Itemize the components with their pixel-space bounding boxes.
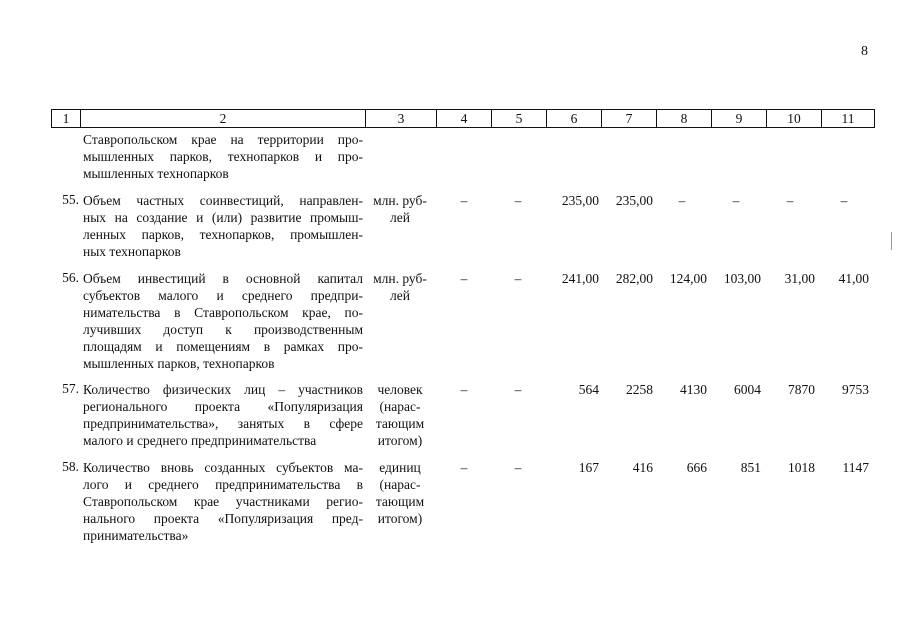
text-line: Объем инвестиций в основной капитал [83,271,363,286]
unit [367,459,433,527]
header-cell: 3 [366,110,437,128]
row-number: 56. [62,270,79,285]
text-line: млн. руб- [373,193,427,208]
text-line: лей [390,288,410,303]
text-line: площадям и помещениям в рамках про- [83,339,363,354]
text-line: лучивших доступ к производственным [83,322,363,337]
text-line: малого и среднего предпринимательства [83,433,317,448]
value-col8: 666 [686,460,707,475]
unit [367,192,433,226]
text-line: тающим [375,494,425,509]
value-col10: 7870 [788,382,815,397]
value-col10: – [786,193,794,208]
header-cell: 6 [547,110,602,128]
header-cell: 7 [602,110,657,128]
continuation-text [83,131,363,182]
value-col5: – [514,382,522,397]
value-col6: 241,00 [561,271,599,286]
indicator-name [83,192,363,260]
text-line: мышленных технопарков [83,166,229,181]
header-cell: 8 [657,110,712,128]
text-line: тающим [375,416,425,431]
text-line: субъектов малого и среднего предпри- [83,288,363,303]
row-number: 57. [62,381,79,396]
value-col8: 124,00 [669,271,707,286]
value-col7: 235,00 [615,193,653,208]
text-line: нимательства в Ставропольском крае, по- [83,305,363,320]
indicator-name [83,459,363,544]
row-number: 58. [62,459,79,474]
text-line: ных технопарков [83,244,181,259]
header-cell: 11 [822,110,875,128]
value-col8: 4130 [680,382,707,397]
value-col5: – [514,460,522,475]
text-line: ленных парков, технопарков, промышлен- [83,227,363,242]
text-line: мышленных парков, технопарков и про- [83,149,363,164]
text-line: нального проекта «Популяризация пред- [83,511,363,526]
text-line: Ставропольском крае участниками регио- [83,494,363,509]
value-col9: 851 [740,460,761,475]
value-col11: 41,00 [838,271,869,286]
value-col7: 282,00 [615,271,653,286]
unit [367,381,433,449]
value-col10: 31,00 [784,271,815,286]
text-line: итогом) [377,433,423,448]
text-line: Ставропольском крае на территории про- [83,132,363,147]
value-col6: 167 [578,460,599,475]
header-cell: 4 [437,110,492,128]
unit [367,270,433,304]
value-col10: 1018 [788,460,815,475]
value-col9: – [732,193,740,208]
text-line: мышленных парков, технопарков [83,356,275,371]
text-line: ных на создание и (или) развитие промыш- [83,210,363,225]
header-cell: 9 [712,110,767,128]
text-line: Объем частных соинвестиций, направлен- [83,193,363,208]
value-col6: 564 [578,382,599,397]
header-cell: 1 [52,110,81,128]
value-col11: 9753 [842,382,869,397]
text-line: лей [390,210,410,225]
value-col4: – [460,460,468,475]
text-line: (нарас- [379,477,421,492]
text-line: итогом) [377,511,423,526]
scan-mark [891,232,892,250]
page-number: 8 [861,44,868,59]
value-col5: – [514,271,522,286]
header-cell: 2 [81,110,366,128]
value-col7: 416 [632,460,653,475]
value-col6: 235,00 [561,193,599,208]
value-col8: – [678,193,686,208]
value-col4: – [460,193,468,208]
value-col9: 103,00 [723,271,761,286]
header-cell: 5 [492,110,547,128]
text-line: (нарас- [379,399,421,414]
text-line: предпринимательства», занятых в сфере [83,416,363,431]
value-col4: – [460,382,468,397]
text-line: Количество физических лиц – участников [83,382,363,397]
text-line: Количество вновь созданных субъектов ма- [83,460,363,475]
text-line: млн. руб- [373,271,427,286]
row-number: 55. [62,192,79,207]
text-line: принимательства» [83,528,189,543]
value-col7: 2258 [626,382,653,397]
text-line: единиц [379,460,421,475]
value-col5: – [514,193,522,208]
value-col11: 1147 [842,460,869,475]
indicator-name [83,381,363,449]
indicator-name [83,270,363,372]
table-header [51,109,875,128]
text-line: лого и среднего предпринимательства в [83,477,363,492]
text-line: человек [377,382,423,397]
value-col9: 6004 [734,382,761,397]
value-col11: – [840,193,848,208]
value-col4: – [460,271,468,286]
text-line: регионального проекта «Популяризация [83,399,363,414]
header-cell: 10 [767,110,822,128]
